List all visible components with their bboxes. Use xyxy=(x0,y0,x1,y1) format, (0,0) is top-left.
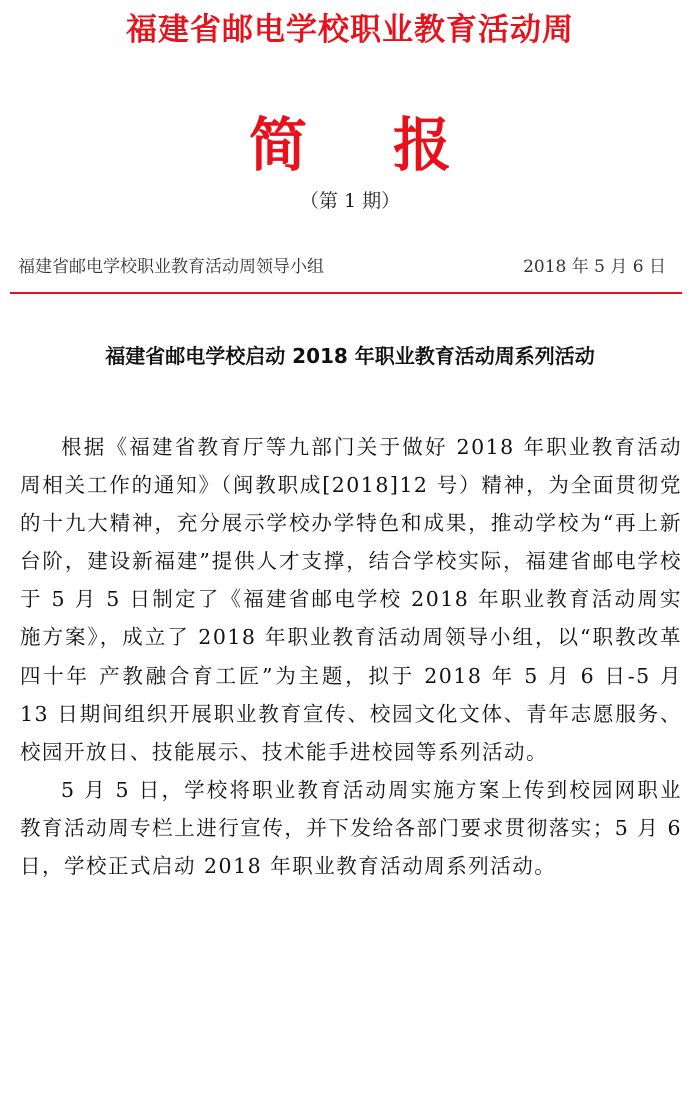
bulletin-label: 简报 xyxy=(248,111,537,179)
publish-date: 2018 年 5 月 6 日 xyxy=(523,257,666,277)
red-divider xyxy=(10,292,682,294)
masthead-title: 福建省邮电学校职业教育活动周 xyxy=(126,12,574,48)
article-body xyxy=(20,428,682,885)
organizer: 福建省邮电学校职业教育活动周领导小组 xyxy=(18,257,324,277)
issue-number: （第 1 期） xyxy=(299,190,401,212)
article-paragraph: 根据《福建省教育厅等九部门关于做好 2018 年职业教育活动周相关工作的通知》（闽教职成[2018]12 号）精神，为全面贯彻党的十九大精神，充分展示学校办学特色和成果，推动学校为“再上新台阶，建设新福建”提供人才支撑，结合学校实际，福建省邮电学校于 5 月 5 日制定了《福建省邮电学校 2018 年职业教育活动周实施方案》，成立了 2018 年职业教育活动周领导小组，以“职教改革四十年 产教融合育工匠”为主题，拟于 2018 年 5 月 6 日-5 月 13 日期间组织开展职业教育宣传、校园文化文体、青年志愿服务、校园开放日、技能展示、技术能手进校园等系列活动。 xyxy=(20,435,682,764)
article-paragraph: 5 月 5 日，学校将职业教育活动周实施方案上传到校园网职业教育活动周专栏上进行宣传，并下发给各部门要求贯彻落实；5 月 6 日，学校正式启动 2018 年职业教育活动周系列活动。 xyxy=(20,777,682,879)
article-headline: 福建省邮电学校启动 2018 年职业教育活动周系列活动 xyxy=(105,344,595,368)
